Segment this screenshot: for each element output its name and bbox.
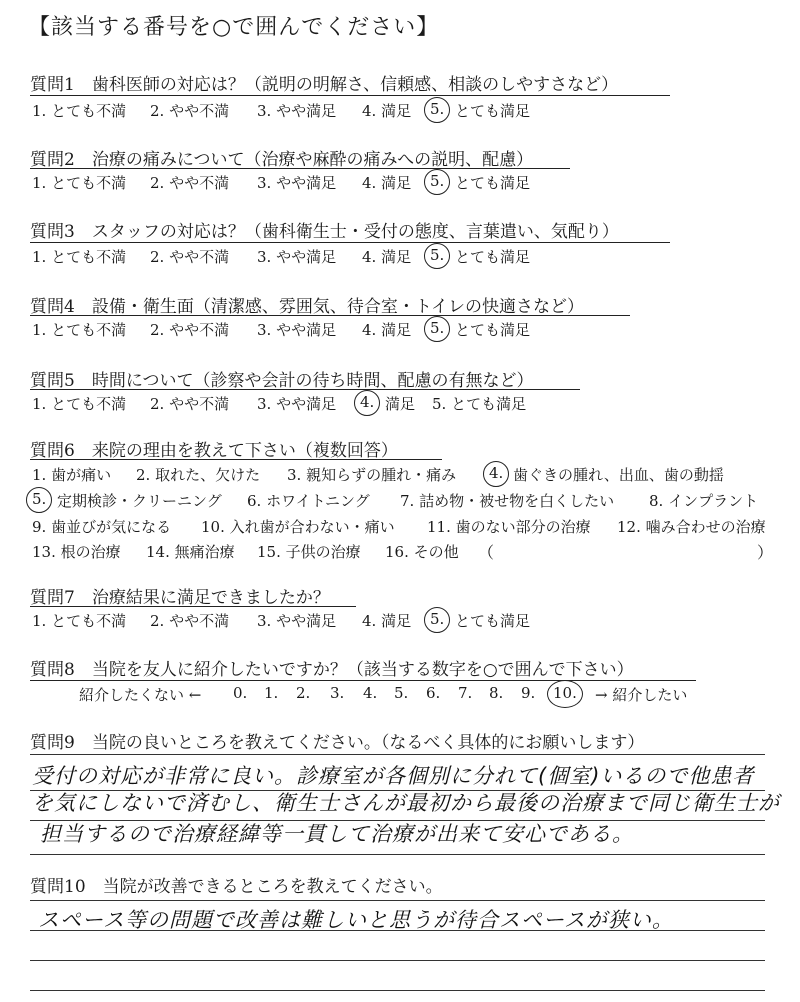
question-1-title: 質問1 歯科医師の対応は？（説明の明解さ、信頼感、相談のしやすさなど）: [30, 75, 619, 95]
question-3-title: 質問3 スタッフの対応は？（歯科衛生士・受付の態度、言葉遣い、気配り）: [30, 222, 619, 242]
reason-5-label: 定期検診・クリーニング: [57, 492, 222, 510]
selection-circle: [26, 487, 52, 513]
question-6-title: 質問6 来院の理由を教えて下さい（複数回答）: [30, 441, 398, 461]
selection-circle: [424, 243, 450, 269]
reason-7[interactable]: 7. 詰め物・被せ物を白くしたい: [400, 492, 615, 510]
option-1[interactable]: 1. とても不満: [32, 395, 127, 413]
option-3[interactable]: 3. やや満足: [257, 395, 337, 413]
question-4-underline: [30, 315, 630, 316]
scale-right-label: → 紹介したい: [595, 686, 688, 704]
option-4[interactable]: 4. 満足: [362, 102, 412, 120]
reason-1[interactable]: 1. 歯が痛い: [32, 466, 112, 484]
answer-line: [30, 900, 765, 901]
selection-circle: [354, 390, 380, 416]
option-5[interactable]: 5.: [430, 610, 445, 628]
option-4-label: 満足: [385, 395, 416, 413]
option-4[interactable]: 4.: [360, 393, 375, 411]
scale-0[interactable]: 0.: [233, 684, 248, 702]
option-3[interactable]: 3. やや満足: [257, 248, 337, 266]
option-5-label: とても満足: [455, 102, 531, 120]
question-8-title: 質問8 当院を友人に紹介したいですか？（該当する数字を○で囲んで下さい）: [30, 660, 634, 680]
scale-9[interactable]: 9.: [521, 684, 536, 702]
option-1[interactable]: 1. とても不満: [32, 102, 127, 120]
question-8-underline: [30, 680, 696, 681]
question-5-underline: [30, 389, 580, 390]
reason-5[interactable]: 5.: [32, 490, 47, 508]
option-3[interactable]: 3. やや満足: [257, 321, 337, 339]
reason-13[interactable]: 13. 根の治療: [32, 543, 121, 561]
handwritten-answer-line-1: 受付の対応が非常に良い。診療室が各個別に分れて(個室)いるので他患者: [32, 764, 755, 788]
handwritten-answer-line-2: を気にしないで済むし、衛生士さんが最初から最後の治療まで同じ衛生士が: [32, 791, 780, 815]
question-4-title: 質問4 設備・衛生面（清潔感、雰囲気、待合室・トイレの快適さなど）: [30, 297, 584, 317]
option-2[interactable]: 2. やや不満: [150, 102, 230, 120]
selection-circle: [483, 461, 509, 487]
option-5-label: とても満足: [455, 174, 531, 192]
question-1-underline: [30, 95, 670, 96]
scale-7[interactable]: 7.: [458, 684, 473, 702]
scale-3[interactable]: 3.: [330, 684, 345, 702]
scale-8[interactable]: 8.: [489, 684, 504, 702]
option-1[interactable]: 1. とても不満: [32, 174, 127, 192]
option-3[interactable]: 3. やや満足: [257, 612, 337, 630]
handwritten-answer-line-3: 担当するので治療経緯等一貫して治療が出来て安心である。: [40, 822, 634, 846]
option-5[interactable]: 5.: [430, 246, 445, 264]
reason-3[interactable]: 3. 親知らずの腫れ・痛み: [287, 466, 457, 484]
option-4[interactable]: 4. 満足: [362, 174, 412, 192]
selection-circle: [424, 607, 450, 633]
option-4[interactable]: 4. 満足: [362, 612, 412, 630]
reason-4-label: 歯ぐきの腫れ、出血、歯の動揺: [513, 466, 724, 484]
question-2-underline: [30, 168, 570, 169]
option-3[interactable]: 3. やや満足: [257, 102, 337, 120]
answer-line: [30, 754, 765, 755]
option-5-label: とても満足: [455, 612, 531, 630]
reason-11[interactable]: 11. 歯のない部分の治療: [427, 518, 591, 536]
answer-line: [30, 930, 765, 931]
question-10-title: 質問10 当院が改善できるところを教えてください。: [30, 877, 443, 897]
question-7-underline: [30, 606, 356, 607]
question-2-title: 質問2 治療の痛みについて（治療や麻酔の痛みへの説明、配慮）: [30, 150, 534, 170]
question-6-underline: [30, 459, 442, 460]
selection-circle: [424, 97, 450, 123]
scale-left-label: 紹介したくない ←: [79, 686, 202, 704]
option-1[interactable]: 1. とても不満: [32, 248, 127, 266]
question-9-title: 質問9 当院の良いところを教えてください。（なるべく具体的にお願いします）: [30, 733, 645, 753]
option-4[interactable]: 4. 満足: [362, 321, 412, 339]
answer-line: [30, 960, 765, 961]
reason-6[interactable]: 6. ホワイトニング: [247, 492, 370, 510]
reason-9[interactable]: 9. 歯並びが気になる: [32, 518, 172, 536]
option-5[interactable]: 5. とても満足: [432, 395, 527, 413]
answer-line: [30, 854, 765, 855]
option-5-label: とても満足: [455, 321, 531, 339]
reason-10[interactable]: 10. 入れ歯が合わない・痛い: [201, 518, 395, 536]
option-3[interactable]: 3. やや満足: [257, 174, 337, 192]
reason-16[interactable]: 16. その他: [385, 543, 459, 561]
option-1[interactable]: 1. とても不満: [32, 321, 127, 339]
scale-5[interactable]: 5.: [394, 684, 409, 702]
question-3-underline: [30, 242, 670, 243]
reason-14[interactable]: 14. 無痛治療: [146, 543, 235, 561]
option-5[interactable]: 5.: [430, 100, 445, 118]
selection-circle: [547, 680, 583, 708]
reason-15[interactable]: 15. 子供の治療: [257, 543, 361, 561]
handwritten-answer-line-1: スペース等の問題で改善は難しいと思うが待合スペースが狭い。: [38, 908, 674, 932]
question-7-title: 質問7 治療結果に満足できましたか？: [30, 588, 330, 608]
option-1[interactable]: 1. とても不満: [32, 612, 127, 630]
scale-6[interactable]: 6.: [426, 684, 441, 702]
selection-circle: [424, 316, 450, 342]
question-5-title: 質問5 時間について（診察や会計の待ち時間、配慮の有無など）: [30, 371, 534, 391]
scale-2[interactable]: 2.: [296, 684, 311, 702]
option-2[interactable]: 2. やや不満: [150, 174, 230, 192]
other-close-paren: ）: [757, 543, 774, 562]
reason-8[interactable]: 8. インプラント: [649, 492, 759, 510]
other-open-paren: （: [478, 543, 495, 562]
selection-circle: [424, 169, 450, 195]
reason-2[interactable]: 2. 取れた、欠けた: [136, 466, 261, 484]
option-4[interactable]: 4. 満足: [362, 248, 412, 266]
option-5[interactable]: 5.: [430, 319, 445, 337]
scale-10[interactable]: 10.: [553, 684, 577, 702]
option-2[interactable]: 2. やや不満: [150, 321, 230, 339]
scale-4[interactable]: 4.: [363, 684, 378, 702]
answer-line: [30, 990, 765, 991]
form-heading: 【該当する番号を○で囲んでください】: [28, 15, 440, 40]
option-5[interactable]: 5.: [430, 172, 445, 190]
reason-4[interactable]: 4.: [489, 464, 504, 482]
option-2[interactable]: 2. やや不満: [150, 395, 230, 413]
scale-1[interactable]: 1.: [264, 684, 279, 702]
option-2[interactable]: 2. やや不満: [150, 248, 230, 266]
option-5-label: とても満足: [455, 248, 531, 266]
option-2[interactable]: 2. やや不満: [150, 612, 230, 630]
reason-12[interactable]: 12. 噛み合わせの治療: [617, 518, 766, 536]
